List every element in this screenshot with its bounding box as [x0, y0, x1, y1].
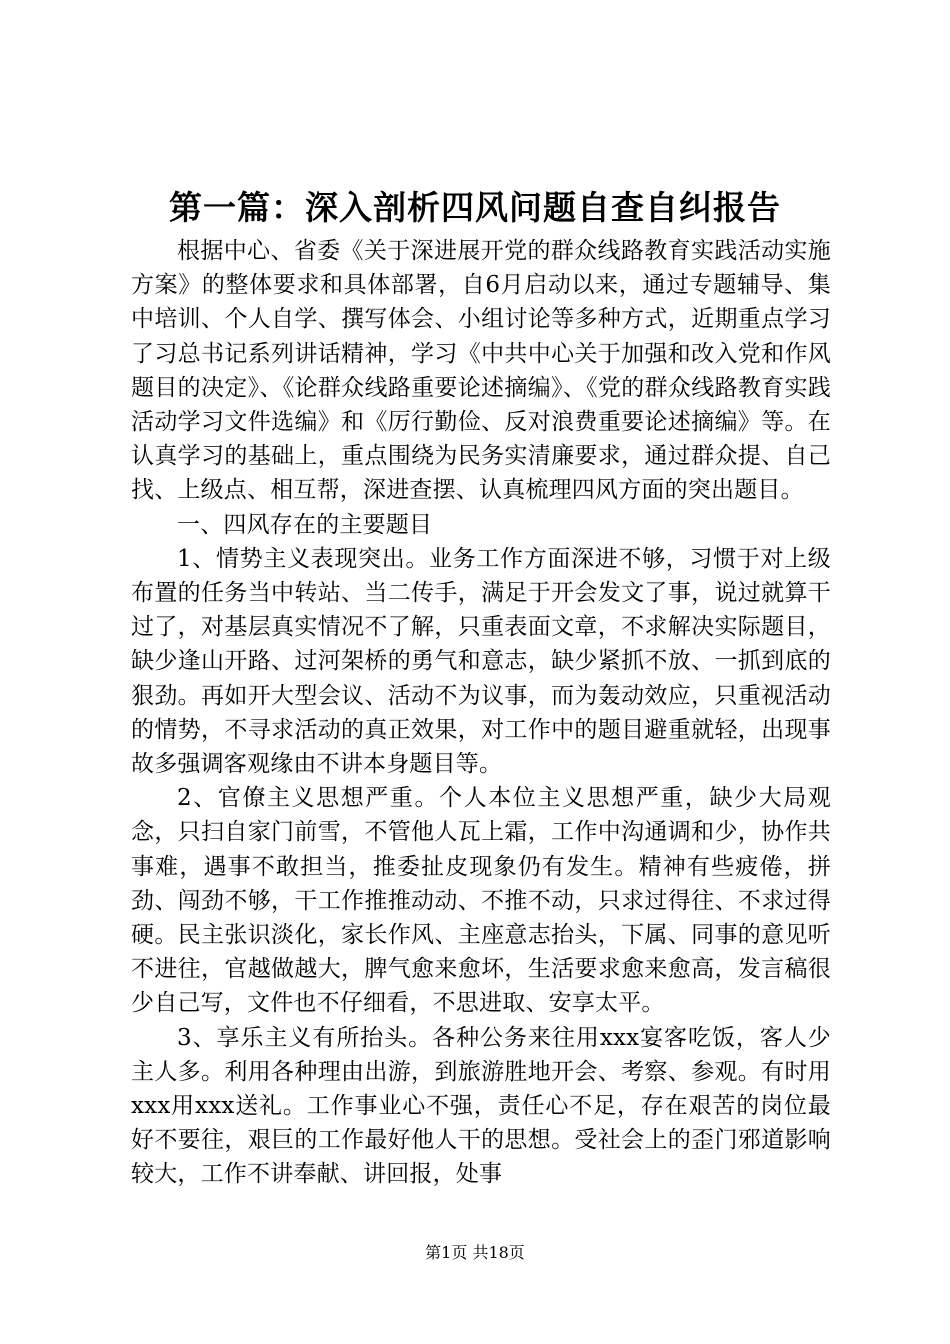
document-title: 第一篇：深入剖析四风问题自查自纠报告	[169, 188, 781, 227]
page-number-footer: 第1页 共18页	[425, 1243, 525, 1262]
paragraph-bureaucracy: 2、官僚主义思想严重。个人本位主义思想严重，缺少大局观念，只扫自家门前雪，不管他人瓦上霜，工作中沟通调和少，协作共事难，遇事不敢担当，推委扯皮现象仍有发生。精神有些疲倦，拼劲、闯劲不够，干工作推推动动、不推不动，只求过得往、不求过得硬。民主张识淡化，家长作风、主座意志抬头，下属、同事的意见听不进往，官越做越大，脾气愈来愈坏，生活要求愈来愈高，发言稿很少自己写，文件也不仔细看，不思进取、安享太平。	[131, 785, 831, 1017]
paragraph-hedonism: 3、享乐主义有所抬头。各种公务来往用xxx宴客吃饭，客人少主人多。利用各种理由出游，到旅游胜地开会、考察、参观。有时用xxx用xxx送礼。工作事业心不强，责任心不足，存在艰苦的岗位最好不要往，艰巨的工作最好他人干的思想。受社会上的歪门邪道影响较大，工作不讲奉献、讲回报，处事	[131, 1024, 831, 1188]
paragraph-intro: 根据中心、省委《关于深进展开党的群众线路教育实践活动实施方案》的整体要求和具体部署，自6月启动以来，通过专题辅导、集中培训、个人自学、撰写体会、小组讨论等多种方式，近期重点学习了习总书记系列讲话精神，学习《中共中心关于加强和改入党和作风题目的决定》、《论群众线路重要论述摘编》、《党的群众线路教育实践活动学习文件选编》和《厉行勤俭、反对浪费重要论述摘编》等。在认真学习的基础上，重点围绕为民务实清廉要求，通过群众提、自己找、上级点、相互帮，深进查摆、认真梳理四风方面的突出题目。	[131, 238, 831, 504]
paragraph-formalism: 1、情势主义表现突出。业务工作方面深进不够，习惯于对上级布置的任务当中转站、当二传手，满足于开会发文了事，说过就算干过了，对基层真实情况不了解，只重表面文章，不求解决实际题目，缺少逢山开路、过河架桥的勇气和意志，缺少紧抓不放、一抓到底的狠劲。再如开大型会议、活动不为议事，而为轰动效应，只重视活动的情势，不寻求活动的真正效果，对工作中的题目避重就轻，出现事故多强调客观缘由不讲本身题目等。	[131, 545, 831, 778]
section-heading: 一、四风存在的主要题目	[177, 511, 433, 538]
document-body	[131, 234, 831, 1192]
